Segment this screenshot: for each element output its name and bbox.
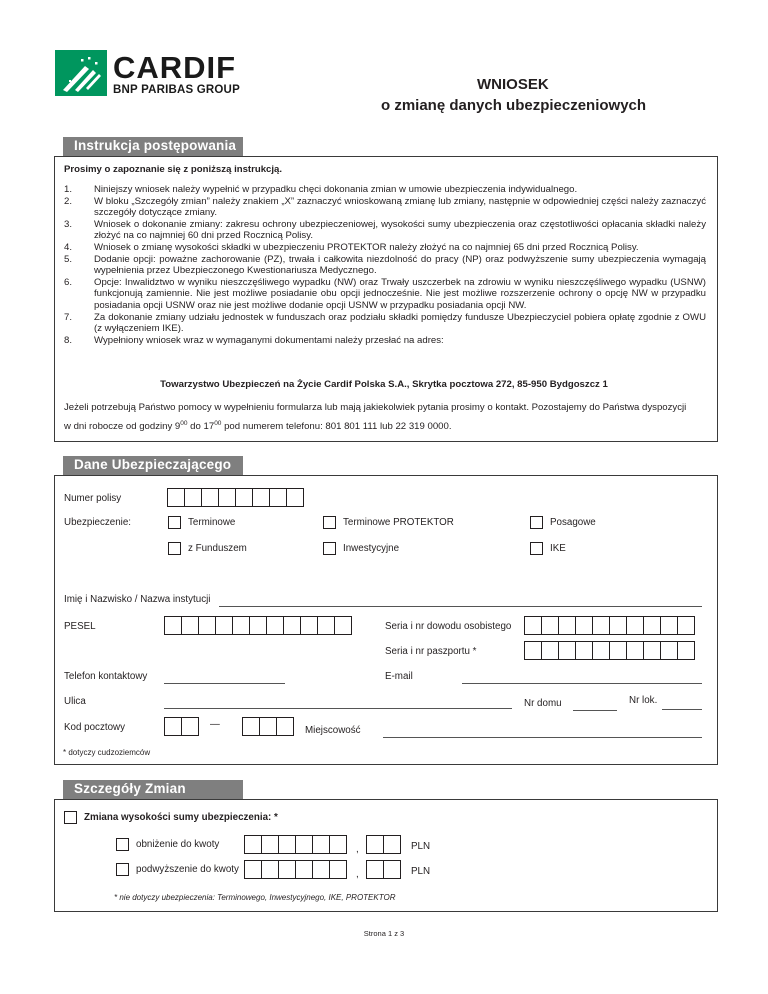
podwyzszenie-comma: , <box>356 869 359 880</box>
obnizenie-grosze-input[interactable] <box>366 835 400 854</box>
instrukcja-item: 1. Niniejszy wniosek należy wypełnić w przypadku chęci dokonania zmian w umowie ubezpieczenia indywidualnego. <box>64 184 578 195</box>
option-z-funduszem-label: z Funduszem <box>188 543 247 554</box>
obnizenie-comma: , <box>356 844 359 855</box>
instrukcja-list <box>64 184 706 346</box>
obnizenie-label: obniżenie do kwoty <box>136 839 220 850</box>
brand-text <box>113 52 240 96</box>
podwyzszenie-label: podwyższenie do kwoty <box>136 864 239 875</box>
section-tab-szczegoly: Szczegóły Zmian <box>63 780 243 799</box>
miejscowosc-label: Miejscowość <box>305 725 361 736</box>
dowod-label: Seria i nr dowodu osobistego <box>385 621 512 632</box>
instrukcja-item: 5. Dodanie opcji: poważne zachorowanie (PZ), trwała i całkowita niezdolność do pracy (NP) oraz podwyższenie sumy ubezpieczenia wymagają wypełnienia przez Ubezpieczonego Kwestionariusza Medycznego. <box>64 253 706 277</box>
checkbox-obnizenie[interactable] <box>116 838 129 851</box>
checkbox-inwestycyjne[interactable] <box>323 542 336 555</box>
dowod-input[interactable] <box>524 616 694 635</box>
cardif-logo <box>55 50 107 101</box>
instrukcja-item: 8. Wypełniony wniosek wraz w wymaganymi dokumentami należy przesłać na adres: <box>64 334 444 346</box>
imie-field[interactable] <box>219 606 702 607</box>
ulica-field[interactable] <box>164 708 512 709</box>
checkbox-ike[interactable] <box>530 542 543 555</box>
obnizenie-amount-input[interactable] <box>244 835 346 854</box>
pesel-input[interactable] <box>164 616 351 635</box>
podwyzszenie-amount-input[interactable] <box>244 860 346 879</box>
instrukcja-item: 2. W bloku „Szczegóły zmian” należy znakiem „X” zaznaczyć wnioskowaną zmianę lub zmiany, następnie w odpowiedniej części należy zaznaczyć szczegóły dotyczące zmiany. <box>64 195 706 219</box>
instrukcja-item: 7. Za dokonanie zmiany udziału jednostek w funduszach oraz podziału składki pomiędzy fundusze Ubezpieczyciel pobiera opłatę zgodnie z OWU (z wyłączeniem IKE). <box>64 311 706 335</box>
cardif-logo-mark <box>55 50 107 96</box>
section-tab-dane: Dane Ubezpieczającego <box>63 456 243 475</box>
numer-polisy-label: Numer polisy <box>64 493 122 504</box>
paszport-input[interactable] <box>524 641 694 660</box>
checkbox-terminowe[interactable] <box>168 516 181 529</box>
contact-line-2: w dni robocze od godziny $9^{00}$ do $17^{00}$ pod numerem telefonu: 801 801 111 lub 22 319 0000. <box>64 420 452 433</box>
doc-subtitle: o zmianę danych ubezpieczeniowych <box>381 97 647 114</box>
ulica-label: Ulica <box>64 696 86 707</box>
kod-label: Kod pocztowy <box>64 722 125 733</box>
instrukcja-item: 4. Wniosek o zmianę wysokości składki w ubezpieczeniu PROTEKTOR należy złożyć na co najmniej 65 dni przed Rocznicą Polisy. <box>64 241 639 253</box>
nr-lok-field[interactable] <box>662 709 702 710</box>
obnizenie-pln: PLN <box>411 841 431 852</box>
telefon-label: Telefon kontaktowy <box>64 671 148 682</box>
podwyzszenie-pln: PLN <box>411 866 431 877</box>
imie-label: Imię i Nazwisko / Nazwa instytucji <box>64 594 211 605</box>
checkbox-posagowe[interactable] <box>530 516 543 529</box>
podwyzszenie-grosze-input[interactable] <box>366 860 400 879</box>
checkbox-z-funduszem[interactable] <box>168 542 181 555</box>
telefon-field[interactable] <box>164 683 285 684</box>
checkbox-zmiana-sumy[interactable] <box>64 811 77 824</box>
address-line: Towarzystwo Ubezpieczeń na Życie Cardif Polska S.A., Skrytka pocztowa 272, 85-950 Bydgoszcz 1 <box>160 379 608 390</box>
option-inwestycyjne-label: Inwestycyjne <box>343 543 400 554</box>
nr-domu-label: Nr domu <box>524 698 562 709</box>
instrukcja-item: 3. Wniosek o dokonanie zmiany: zakresu ochrony ubezpieczeniowej, wysokości sumy ubezpieczenia oraz częstotliwości opłacania składki należy złożyć na co najmniej 60 dni przed Rocznicą Polisy. <box>64 218 706 242</box>
checkbox-terminowe-protektor[interactable] <box>323 516 336 529</box>
nr-domu-field[interactable] <box>573 710 617 711</box>
section-tab-instrukcja: Instrukcja postępowania <box>63 137 243 156</box>
email-label: E-mail <box>385 671 413 682</box>
email-field[interactable] <box>462 683 702 684</box>
cudzoziemcy-footnote: * dotyczy cudzoziemców <box>63 748 151 757</box>
option-terminowe-label: Terminowe <box>188 517 236 528</box>
instrukcja-intro: Prosimy o zapoznanie się z poniższą instrukcją. <box>64 164 283 175</box>
kod-dash: — <box>210 719 220 730</box>
zmiana-sumy-label: Zmiana wysokości sumy ubezpieczenia: * <box>84 812 278 823</box>
pesel-label: PESEL <box>64 621 96 632</box>
ubezpieczenie-label: Ubezpieczenie: <box>64 517 131 528</box>
option-posagowe-label: Posagowe <box>550 517 596 528</box>
nr-lok-label: Nr lok. <box>629 695 658 706</box>
brand-group: BNP PARIBAS GROUP <box>113 84 240 96</box>
szczegoly-note: * nie dotyczy ubezpieczenia: Terminowego, Inwestycyjnego, IKE, PROTEKTOR <box>114 893 396 902</box>
miejscowosc-field[interactable] <box>383 737 702 738</box>
numer-polisy-input[interactable] <box>167 488 303 507</box>
page-number: Strona 1 z 3 <box>363 929 405 938</box>
option-ike-label: IKE <box>550 543 566 554</box>
kod-input-part1[interactable] <box>164 717 198 736</box>
doc-title: WNIOSEK <box>477 76 549 93</box>
option-terminowe-protektor-label: Terminowe PROTEKTOR <box>343 517 454 528</box>
contact-line-1: Jeżeli potrzebują Państwo pomocy w wypełnieniu formularza lub mają jakiekolwiek pytania prosimy o kontakt. Pozostajemy do Państwa dyspozycji <box>64 402 687 413</box>
brand-name: CARDIF <box>113 50 237 85</box>
paszport-label: Seria i nr paszportu * <box>385 646 477 657</box>
instrukcja-item: 6. Opcje: Inwalidztwo w wyniku nieszczęśliwego wypadku (NW) oraz Trwały uszczerbek na zdrowiu w wyniku nieszczęśliwego wypadku (USNW) funkcjonują zamiennie. Nie jest możliwe posiadanie obu opcji jednocześnie. Nie jest możliwe rozszerzenie ochrony o opcję NW w przypadku posiadania opcji USNW oraz nie jest możliwe dodanie opcji USNW w przypadku posiadania opcji NW. <box>64 276 706 311</box>
kod-input-part2[interactable] <box>242 717 293 736</box>
checkbox-podwyzszenie[interactable] <box>116 863 129 876</box>
